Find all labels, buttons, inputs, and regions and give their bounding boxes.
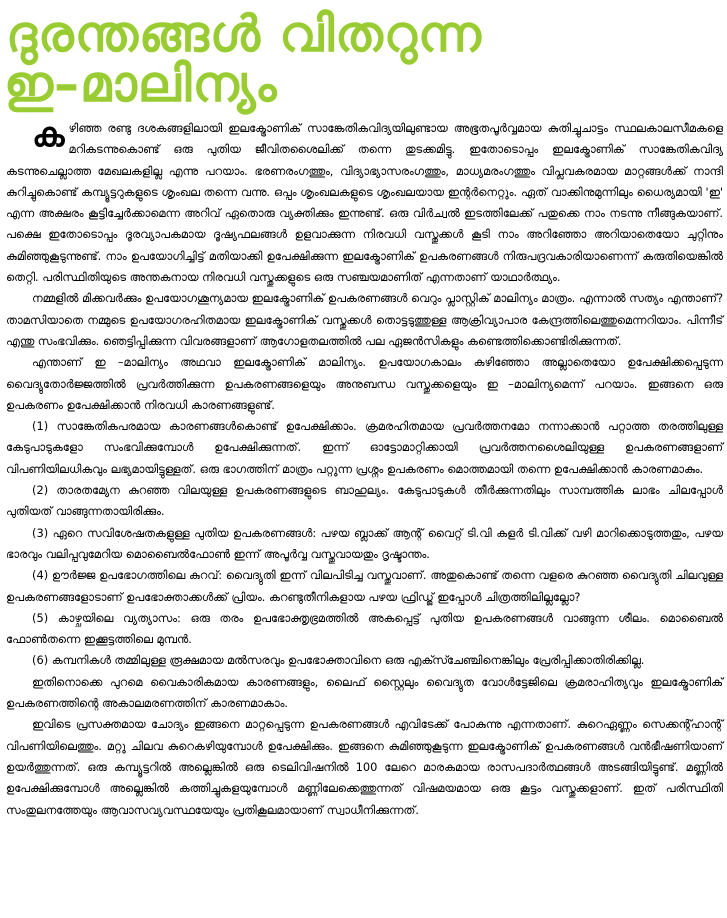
article-body bbox=[6, 115, 723, 821]
page-title-line-2: ഇ–മാലിന്യം bbox=[4, 55, 278, 113]
drop-cap: ക bbox=[32, 115, 65, 155]
intro-paragraph bbox=[6, 115, 723, 288]
paragraph: എന്താണ് ഇ –മാലിന്യം അഥവാ ഇലക്ട്രോണിക് മാലിന്യം. ഉപയോഗകാലം കഴിഞ്ഞോ അല്ലാതെയോ ഉപേക്ഷിക്കപ്പെടുന്ന വൈദ്യുതോർജ്ജത്തിൽ പ്രവർത്തിക്കുന്ന ഉപകരണങ്ങളെയും അനുബന്ധ വസ്തുക്കളെയും ഇ –മാലിന്യമെന്ന് പറയാം. ഇങ്ങനെ ഒരു ഉപകരണം ഉപേക്ഷിക്കാൻ നിരവധി കാരണങ്ങളുണ്ട്. bbox=[6, 355, 723, 412]
page-title-line-1: ദുരന്തങ്ങൾ വിതറുന്ന bbox=[6, 5, 482, 63]
reason-item-4: (4) ഊർജ്ജ ഉപഭോഗത്തിലെ കുറവ്: വൈദ്യുതി ഇന്ന് വിലപിടിച്ച വസ്തുവാണ്. അതുകൊണ്ട് തന്നെ വളരെ കുറഞ്ഞ വൈദ്യുതി ചിലവുള്ള ഉപകരണങ്ങളോടാണ് ഉപഭോക്താക്കൾക്ക് പ്രിയം. കറണ്ടുതീനികളായ പഴയ ഫ്രിഡ്ജ് ഇപ്പോൾ ചിത്രത്തിലില്ലല്ലോ? bbox=[6, 568, 723, 604]
paragraph: ഇതിനൊക്കെ പുറമെ വൈകാരികമായ കാരണങ്ങളും, ലൈഫ് സ്റ്റൈലും വൈദ്യുത വോൾട്ടേജിലെ ക്രമരാഹിത്യവും ഇലക്ട്രോണിക് ഉപകരണത്തിന്റെ അകാലമരണത്തിന് കാരണമാകാം. bbox=[6, 674, 723, 711]
reason-item-2: (2) താരതമ്യേന കുറഞ്ഞ വിലയുള്ള ഉപകരണങ്ങളുടെ ബാഹുല്യം. കേടുപാടുകൾ തീർക്കുന്നതിലും സാമ്പത്തിക ലാഭം ചിലപ്പോൾ പുതിയത് വാങ്ങുന്നതായിരിക്കും. bbox=[6, 483, 723, 519]
paragraph: നമ്മളിൽ മിക്കവർക്കും ഉപയോഗശൂന്യമായ ഇലക്ട്രോണിക് ഉപകരണങ്ങൾ വെറും പ്ലാസ്റ്റിക് മാലിന്യം മാത്രം. എന്നാൽ സത്യം എന്താണ്? താമസിയാതെ നമ്മുടെ ഉപയോഗരഹിതമായ ഇലക്ട്രോണിക് വസ്തുക്കൾ തൊട്ടടുത്തുള്ള ആക്രിവ്യാപാര കേന്ദ്രത്തിലെത്തുമെന്നറിയാം. പിന്നീട് എന്തു സംഭവിക്കും. ഞെട്ടിപ്പിക്കുന്ന വിവരങ്ങളാണ് ആഗോളതലത്തിൽ പല ഏജൻസികളും കണ്ടെത്തിക്കൊണ്ടിരിക്കുന്നത്. bbox=[6, 291, 723, 348]
reason-item-1: (1) സാങ്കേതികപരമായ കാരണങ്ങൾകൊണ്ട് ഉപേക്ഷിക്കാം. ക്രമരഹിതമായ പ്രവർത്തനമോ നന്നാക്കാൻ പറ്റാത്ത തരത്തിലുള്ള കേടുപാടുകളോ സംഭവിക്കുമ്പോൾ ഉപേക്ഷിക്കുന്നത്. ഇന്ന് ഓട്ടോമാറ്റിക്കായി പ്രവർത്തനശൈലിയുള്ള ഉപകരണങ്ങളാണ് വിപണിയിലധികവും ലഭ്യമായിട്ടുള്ളത്. ഒരു ഭാഗത്തിന് മാത്രം പറ്റുന്ന പ്രശ്നം ഉപകരണം മൊത്തമായി തന്നെ ഉപേക്ഷിക്കാൻ കാരണമാകും. bbox=[6, 419, 723, 476]
reason-item-6: (6) കമ്പനികൾ തമ്മിലുള്ള രൂക്ഷമായ മൽസരവും ഉപഭോക്താവിനെ ഒരു എക്സ്ചേഞ്ചിനെങ്കിലും പ്രേരിപ്പിക്കാതിരിക്കില്ല. bbox=[32, 653, 645, 668]
reason-item-5: (5) കാഴ്ചയിലെ വ്യത്യാസം: ഒരു തരം ഉപഭോക്തൃഭ്രമത്തിൽ അകപ്പെട്ട് പുതിയ ഉപകരണങ്ങൾ വാങ്ങുന്ന ശീലം. മൊബൈൽ ഫോൺതന്നെ ഇക്കൂട്ടത്തിലെ മുമ്പൻ. bbox=[6, 610, 723, 647]
paragraph-text: ഴിഞ്ഞ രണ്ടു ദശകങ്ങളിലായി ഇലക്ട്രോണിക് സാങ്കേതികവിദ്യയിലുണ്ടായ അഭൂതപൂർവ്വമായ കുതിച്ചുചാട്ടം സ്ഥലകാലസീമകളെ മറികടന്നുകൊണ്ട് ഒരു പുതിയ ജീവിതശൈലിക്ക് തന്നെ തുടക്കമിട്ടു. ഇതോടൊപ്പം ഇലക്ട്രോണിക് സാങ്കേതികവിദ്യ കടന്നുചെല്ലാത്ത മേഖലകളില്ല എന്നു പറയാം. ഭരണരംഗത്തും, വിദ്യാഭ്യാസരംഗത്തും, മാധ്യമരംഗത്തും വിപ്ലവകരമായ മാറ്റങ്ങൾക്ക് നാന്ദി കുറിച്ചുകൊണ്ട് കമ്പ്യൂട്ടറുകളുടെ ശൃംഖല തന്നെ വന്നു. ഒപ്പം ശൃംഖലകളുടെ ശൃംഖലയായ ഇന്റർനെറ്റും. ഏത് വാക്കിനുമുന്നിലും ധൈര്യമായി 'ഇ' എന്ന അക്ഷരം കൂട്ടിച്ചേർക്കാമെന്ന അറിവ് ഏതൊരു വ്യക്തിക്കും ഇന്നുണ്ട്. ഒരു വിർച്വൽ ഇടത്തിലേക്ക് പതുക്കെ നാം നടന്നു നീങ്ങുകയാണ്. പക്ഷെ ഇതോടൊപ്പം ദൂരവ്യാപകമായ ദൂഷ്യഫലങ്ങൾ ഉളവാക്കുന്ന നിരവധി വസ്തുക്കൾ കൂടി നാം അറിഞ്ഞോ അറിയാതെയോ ചുറ്റിനും കുമിഞ്ഞുകൂടുന്നുണ്ട്. നാം ഉപയോഗിച്ചിട്ട് മതിയാക്കി ഉപേക്ഷിക്കുന്ന ഇലക്ട്രോണിക് ഉപകരണങ്ങൾ നിരുപദ്രവകാരിയാണെന്ന് കരുതിയെങ്കിൽ തെറ്റി. പരിസ്ഥിതിയുടെ അന്തകനായ നിരവധി വസ്തുക്കളുടെ ഒരു സഞ്ചയമാണിത് എന്നതാണ് യാഥാർത്ഥ്യം. bbox=[6, 121, 723, 285]
paragraph: ഇവിടെ പ്രസക്തമായ ചോദ്യം ഇങ്ങനെ മാറ്റപ്പെടുന്ന ഉപകരണങ്ങൾ എവിടേക്ക് പോകുന്നു എന്നതാണ്. കുറെഏണ്ണം സെക്കന്റ്ഹാന്റ് വിപണിയിലെത്തും. മറ്റു ചിലവ കുറെകഴിയുമ്പോൾ ഉപേക്ഷിക്കും. ഇങ്ങനെ കുമിഞ്ഞുകൂടുന്ന ഇലക്ട്രോണിക് ഉപകരണങ്ങൾ വൻഭീഷണിയാണ് ഉയർത്തുന്നത്. ഒരു കമ്പ്യൂട്ടറിൽ അല്ലെങ്കിൽ ഒരു ടെലിവിഷനിൽ 100 ലേറെ മാരകമായ രാസപദാർത്ഥങ്ങൾ അടങ്ങിയിട്ടുണ്ട്. മണ്ണിൽ ഉപേക്ഷിക്കുമ്പോൾ അല്ലെങ്കിൽ കത്തിച്ചുകളയുമ്പോൾ മണ്ണിലേക്കെത്തുന്നത് വിഷമയമായ ഒരു കൂട്ടം വസ്തുക്കളാണ്. ഇത് പരിസ്ഥിതി സംതുലനത്തേയും ആവാസവ്യവസ്ഥയേയും പ്രതികൂലമായാണ് സ്വാധീനിക്കുന്നത്. bbox=[6, 717, 723, 817]
reason-item-3: (3) ഏറെ സവിശേഷതകളുള്ള പുതിയ ഉപകരണങ്ങൾ: പഴയ ബ്ലാക്ക് ആന്റ് വൈറ്റ് ടി.വി കളർ ടി.വിക്ക് വഴി മാറിക്കൊടുത്തതും, പഴയ ഭാരവും വലിപ്പവുമേറിയ മൊബൈൽഫോൺ ഇന്ന് അപൂർവ്വ വസ്തുവായതും ദൃഷ്ടാന്തം. bbox=[6, 525, 723, 561]
